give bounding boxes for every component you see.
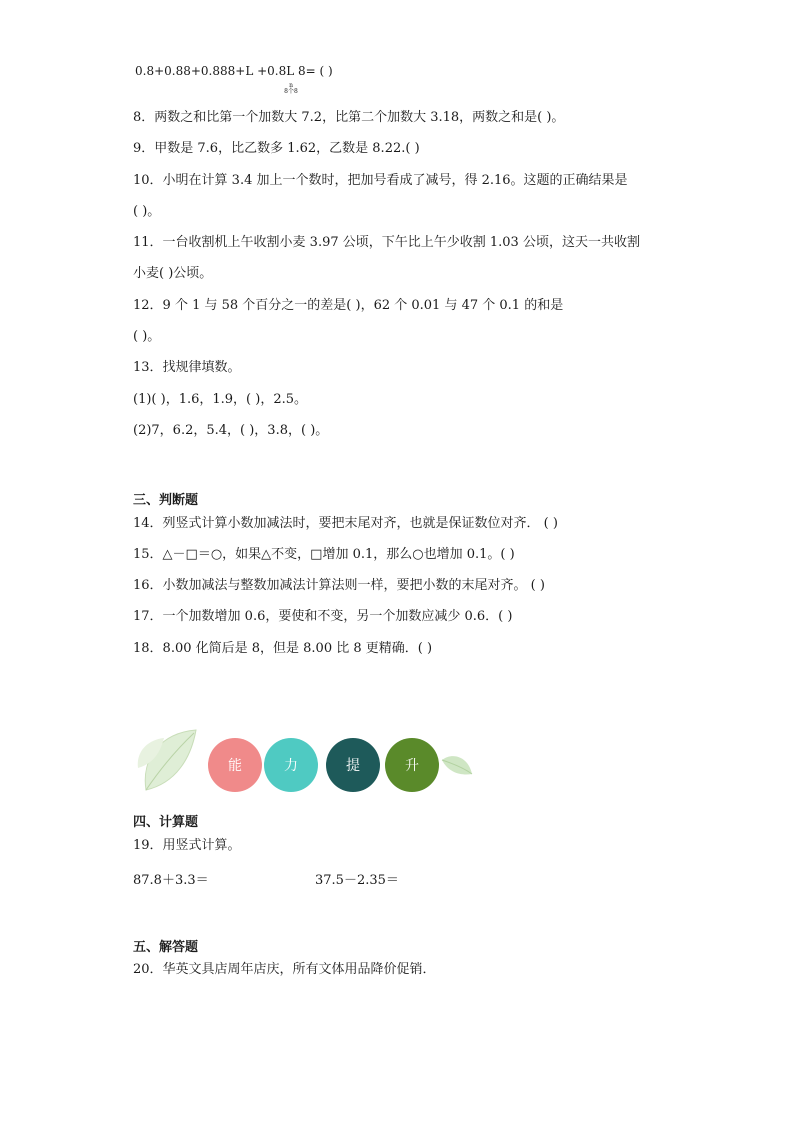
small-leaf-icon [440,752,474,782]
question-10-line-2: ( )。 [133,204,161,219]
question-13: 13．找规律填数。 [133,360,241,375]
formula-subscript [281,83,301,95]
question-12-line-1: 12．9 个 1 与 58 个百分之一的差是( )，62 个 0.01 与 47 个 0.1 的和是 [133,298,564,313]
question-15: 15．△－□＝○，如果△不变，□增加 0.1，那么○也增加 0.1。( ) [133,547,515,562]
question-10-line-1: 10．小明在计算 3.4 加上一个数时，把加号看成了减号，得 2.16。这题的正确结果是 [133,173,628,188]
question-13-part-2: (2)7，6.2，5.4，( )，3.8，( )。 [133,423,329,438]
question-11-line-1: 11．一台收割机上午收割小麦 3.97 公顷，下午比上午少收割 1.03 公顷，这天一共收割 [133,235,640,250]
question-16: 16．小数加减法与整数加减法计算法则一样，要把小数的末尾对齐。 ( ) [133,578,545,593]
formula-expression: 0.8+0.88+0.888+L +0.8L 8= [135,64,316,78]
banner-circle-4: 升 [385,738,439,792]
calculation-1: 87.8＋3.3＝ [133,873,209,888]
section-5-title: 五、解答题 [133,940,199,955]
question-20: 20．华英文具店周年店庆，所有文体用品降价促销． [133,962,436,977]
banner-circle-3: 提 [326,738,380,792]
question-14: 14．列竖式计算小数加减法时，要把末尾对齐，也就是保证数位对齐． ( ) [133,516,558,531]
ability-banner [136,728,476,794]
question-13-part-1: (1)( )，1.6，1.9，( )，2.5。 [133,392,307,407]
question-9: 9．甲数是 7.6，比乙数多 1.62，乙数是 8.22.( ) [133,141,420,156]
question-18: 18．8.00 化简后是 8，但是 8.00 比 8 更精确．( ) [133,641,433,656]
section-4-title: 四、计算题 [133,815,199,830]
formula-sub-top: n [289,82,293,89]
question-11-line-2: 小麦( )公顷。 [133,266,213,281]
leaf-decoration-icon [136,728,206,794]
question-19: 19．用竖式计算。 [133,838,241,853]
banner-circle-1: 能 [208,738,262,792]
formula-line [135,64,333,95]
calculation-2: 37.5－2.35＝ [315,873,399,888]
section-3-title: 三、判断题 [133,493,199,508]
question-17: 17．一个加数增加 0.6，要使和不变，另一个加数应减少 0.6．( ) [133,609,513,624]
formula-blank: ( ) [319,64,333,78]
question-12-line-2: ( )。 [133,329,161,344]
question-8: 8．两数之和比第一个加数大 7.2，比第二个加数大 3.18，两数之和是( )。 [133,110,565,125]
banner-circle-2: 力 [264,738,318,792]
formula-sub-bottom: 8个8 [284,88,298,95]
